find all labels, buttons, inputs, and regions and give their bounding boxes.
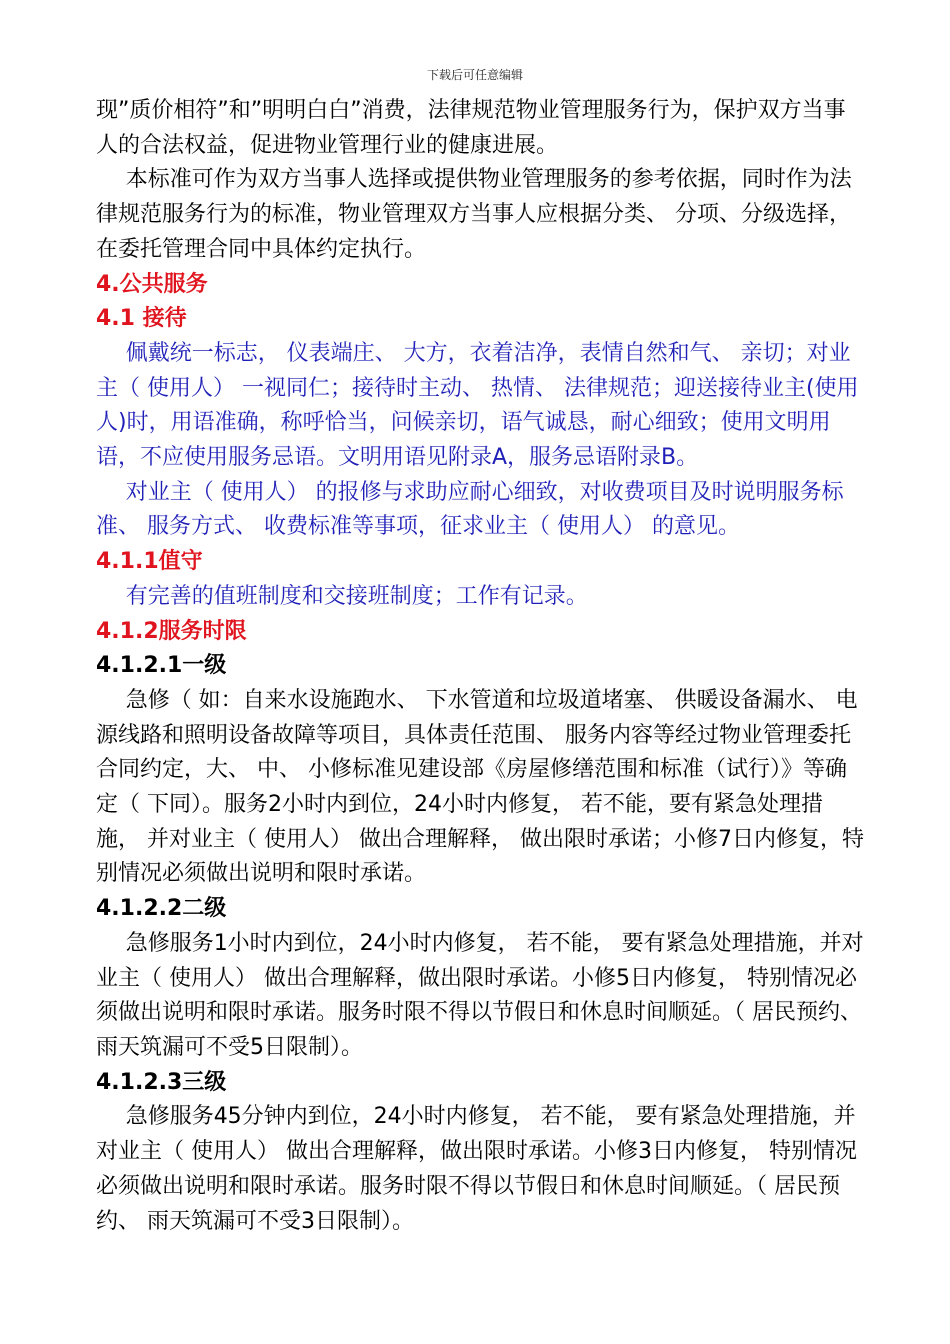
paragraph-duty-system: 有完善的值班制度和交接班制度；工作有记录。 (125, 583, 588, 609)
heading-reception: 4.1 接待 (96, 306, 187, 332)
paragraph-intro-continued: 现”质价相符”和”明明白白”消费，法律规范物业管理服务行为，保护双方当事人的合法权益，促进物业管理行业的健康进展。 (96, 98, 846, 158)
paragraph-level-three: 急修服务45分钟内到位，24小时内修复， 若不能， 要有紧急处理措施，并对业主（ 使用人） 做出合理解释，做出限时承诺。小修3日内修复， 特别情况必须做出说明和限时承诺。服务时限不得以节假日和休息时间顺延。（ 居民预约、 雨天筑漏可不受3日限制）。 (96, 1104, 857, 1234)
heading-level-one: 4.1.2.1一级 (96, 653, 227, 679)
heading-public-service: 4.公共服务 (96, 271, 208, 297)
paragraph-reception-etiquette: 佩戴统一标志， 仪表端庄、 大方，衣着洁净，表情自然和气、 亲切；对业主（ 使用人） 一视同仁；接待时主动、 热情、 法律规范；迎送接待业主(使用人)时，用语准确，称呼恰当，问候亲切，语气诚恳，耐心细致；使用文明用语，不应使用服务忌语。文明用语见附录A，服务忌语附录B。 (96, 340, 859, 471)
document-body (96, 94, 866, 1239)
heading-on-duty: 4.1.1值守 (96, 549, 203, 575)
heading-level-three: 4.1.2.3三级 (96, 1069, 227, 1095)
paragraph-level-two: 急修服务1小时内到位，24小时内修复， 若不能， 要有紧急处理措施，并对业主（ 使用人） 做出合理解释，做出限时承诺。小修5日内修复， 特别情况必须做出说明和限时承诺。服务时限不得以节假日和休息时间顺延。（ 居民预约、 雨天筑漏可不受5日限制）。 (96, 930, 864, 1060)
paragraph-standard-basis: 本标准可作为双方当事人选择或提供物业管理服务的参考依据，同时作为法律规范服务行为的标准，物业管理双方当事人应根据分类、 分项、分级选择，在委托管理合同中具体约定执行。 (96, 167, 852, 262)
heading-level-two: 4.1.2.2二级 (96, 896, 227, 922)
paragraph-level-one: 急修（ 如：自来水设施跑水、 下水管道和垃圾道堵塞、 供暖设备漏水、 电源线路和照明设备故障等项目，具体责任范围、 服务内容等经过物业管理委托合同约定，大、 中、 小修标准见建设部《房屋修缮范围和标准（试行）》等确定（ 下同）。服务2小时内到位，24小时内修复， 若不能，要有紧急处理措施， 并对业主（ 使用人） 做出合理解释， 做出限时承诺；小修7日内修复，特别情况必须做出说明和限时承诺。 (96, 687, 864, 887)
paragraph-repair-requests: 对业主（ 使用人） 的报修与求助应耐心细致，对收费项目及时说明服务标准、 服务方式、 收费标准等事项，征求业主（ 使用人） 的意见。 (96, 479, 844, 540)
page-header: 下载后可任意编辑 (426, 68, 523, 82)
heading-service-time-limit: 4.1.2服务时限 (96, 618, 247, 644)
